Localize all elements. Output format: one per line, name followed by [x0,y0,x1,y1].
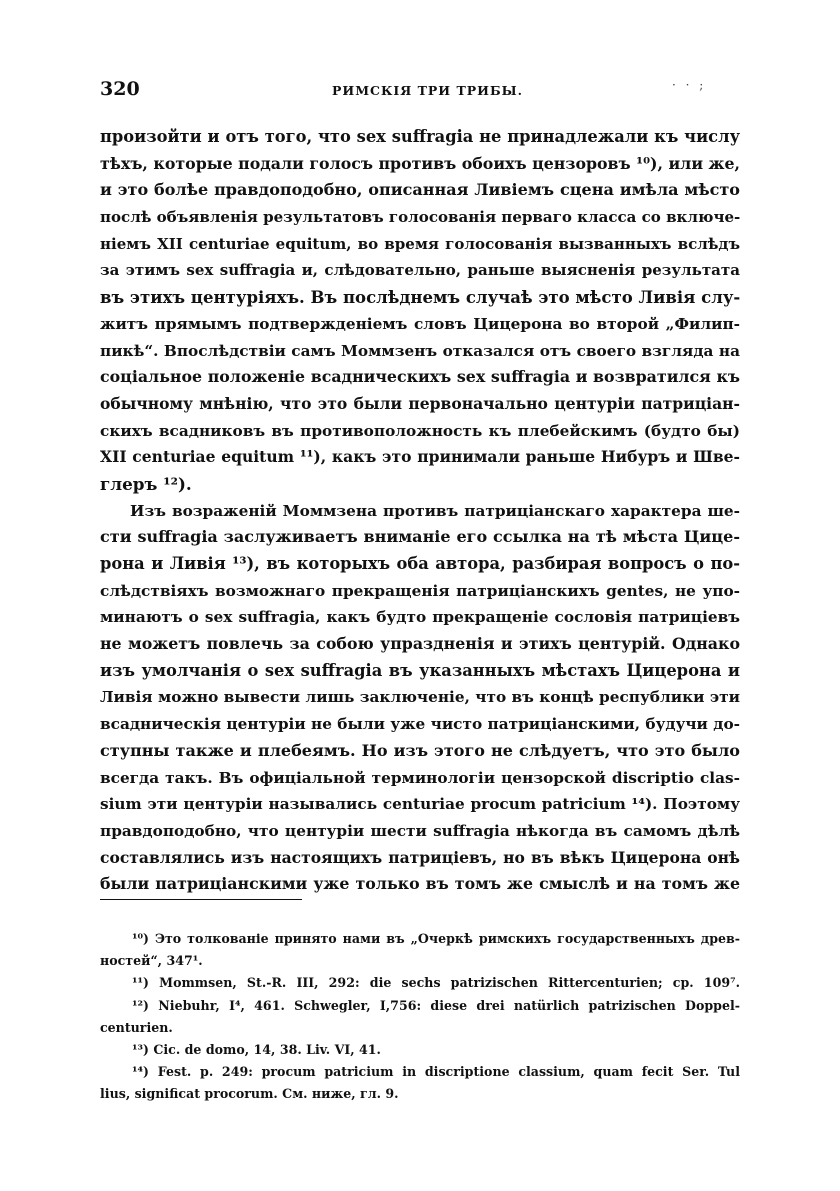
body-line: sium эти центуріи назывались centuriae procum patricium ¹⁴). Поэтому [100,795,740,814]
body-line: правдоподобно, что центуріи шести suffragia нѣкогда въ самомъ дѣлѣ [100,821,740,840]
body-line: послѣ объявленія результатовъ голосованія перваго класса со включе- [100,208,740,227]
body-line: и это болѣе правдоподобно, описанная Ливіемъ сцена имѣла мѣсто [100,180,740,200]
body-line: скихъ всадниковъ въ противоположность къ плебейскимъ (будто бы) [100,421,740,440]
footnote-10-continuation: ностей“, 347¹. [100,953,203,969]
body-line: всадническія центуріи не были уже чисто патриціанскими, будучи до- [100,715,740,734]
body-line: составлялись изъ настоящихъ патриціевъ, но въ вѣкъ Цицерона онѣ [100,847,740,867]
page-header [100,78,740,108]
body-line: пикѣ“. Впослѣдствіи самъ Моммзенъ отказался отъ своего взгляда на [100,341,740,360]
body-line: не можетъ повлечь за собою упраздненія и этихъ центурій. Однако [100,634,740,654]
running-title: РИМСКІЯ ТРИ ТРИБЫ. [332,83,524,98]
body-line: въ этихъ центуріяхъ. Въ послѣднемъ случаѣ это мѣсто Ливія слу- [100,287,740,308]
footnote-11: ¹¹) Mommsen, St.-R. III, 292: die sechs patrizischen Rittercenturien; cp. 109⁷. [132,975,740,991]
body-line: рона и Ливія ¹³), въ которыхъ оба автора, разбирая вопросъ о по- [100,554,740,573]
footnote-12-continuation: centurien. [100,1019,173,1035]
body-line: всегда такъ. Въ офиціальной терминологіи цензорской discriptio clas- [100,768,740,787]
body-line: глеръ ¹²). [100,473,192,494]
paragraph-start-line: Изъ возраженій Моммзена противъ патриціанскаго характера ше- [130,501,740,520]
footnote-separator [100,899,302,900]
body-line: Ливія можно вывести лишь заключеніе, что въ концѣ республики эти [100,688,740,707]
page-number: 320 [100,78,140,100]
body-line: были патриціанскими уже только въ томъ же смыслѣ и на томъ же [100,874,740,894]
body-line: XII centuriae equitum ¹¹), какъ это принимали раньше Нибуръ и Шве- [100,447,740,467]
body-line: соціальное положеніе всадническихъ sex suffragia и возвратился къ [100,367,740,387]
margin-marks: · · ; [672,78,707,92]
body-line: ступны также и плебеямъ. Но изъ этого не слѣдуетъ, что это было [100,740,740,760]
body-line: минаютъ о sex suffragia, какъ будто прекращеніе сословія патриціевъ [100,608,740,627]
footnote-13: ¹³) Cic. de domo, 14, 38. Liv. VI, 41. [132,1041,381,1057]
body-line: изъ умолчанія о sex suffragia въ указанныхъ мѣстахъ Цицерона и [100,660,740,680]
footnotes [100,928,740,1106]
body-text [100,124,740,898]
body-line: ніемъ XII centuriae equitum, во время голосованія вызванныхъ вслѣдъ [100,234,740,253]
body-line: тѣхъ, которые подали голосъ противъ обоихъ цензоровъ ¹⁰), или же, [100,153,740,173]
body-line: слѣдствіяхъ возможнаго прекращенія патриціанскихъ gentes, не упо- [100,581,740,600]
body-line: обычному мнѣнію, что это были первоначально центуріи патриціан- [100,393,740,413]
body-line: житъ прямымъ подтвержденіемъ словъ Цицерона во второй „Филип- [100,314,740,333]
body-line: сти suffragia заслуживаетъ вниманіе его ссылка на тѣ мѣста Цице- [100,527,740,547]
footnote-14: ¹⁴) Fest. p. 249: procum patricium in discriptione classium, quam fecit Ser. Tul [132,1064,740,1080]
footnote-10: ¹⁰) Это толкованіе принято нами въ „Очеркѣ римскихъ государственныхъ древ- [132,931,740,946]
body-line: за этимъ sex suffragia и, слѣдовательно, раньше выясненія результата [100,261,740,280]
footnote-12: ¹²) Niebuhr, I⁴, 461. Schwegler, I,756: diese drei natürlich patrizischen Doppel- [132,997,740,1013]
footnote-14-continuation: lius, significat procorum. См. ниже, гл. 9. [100,1086,399,1102]
body-line: произойти и отъ того, что sex suffragia не принадлежали къ числу [100,127,740,146]
